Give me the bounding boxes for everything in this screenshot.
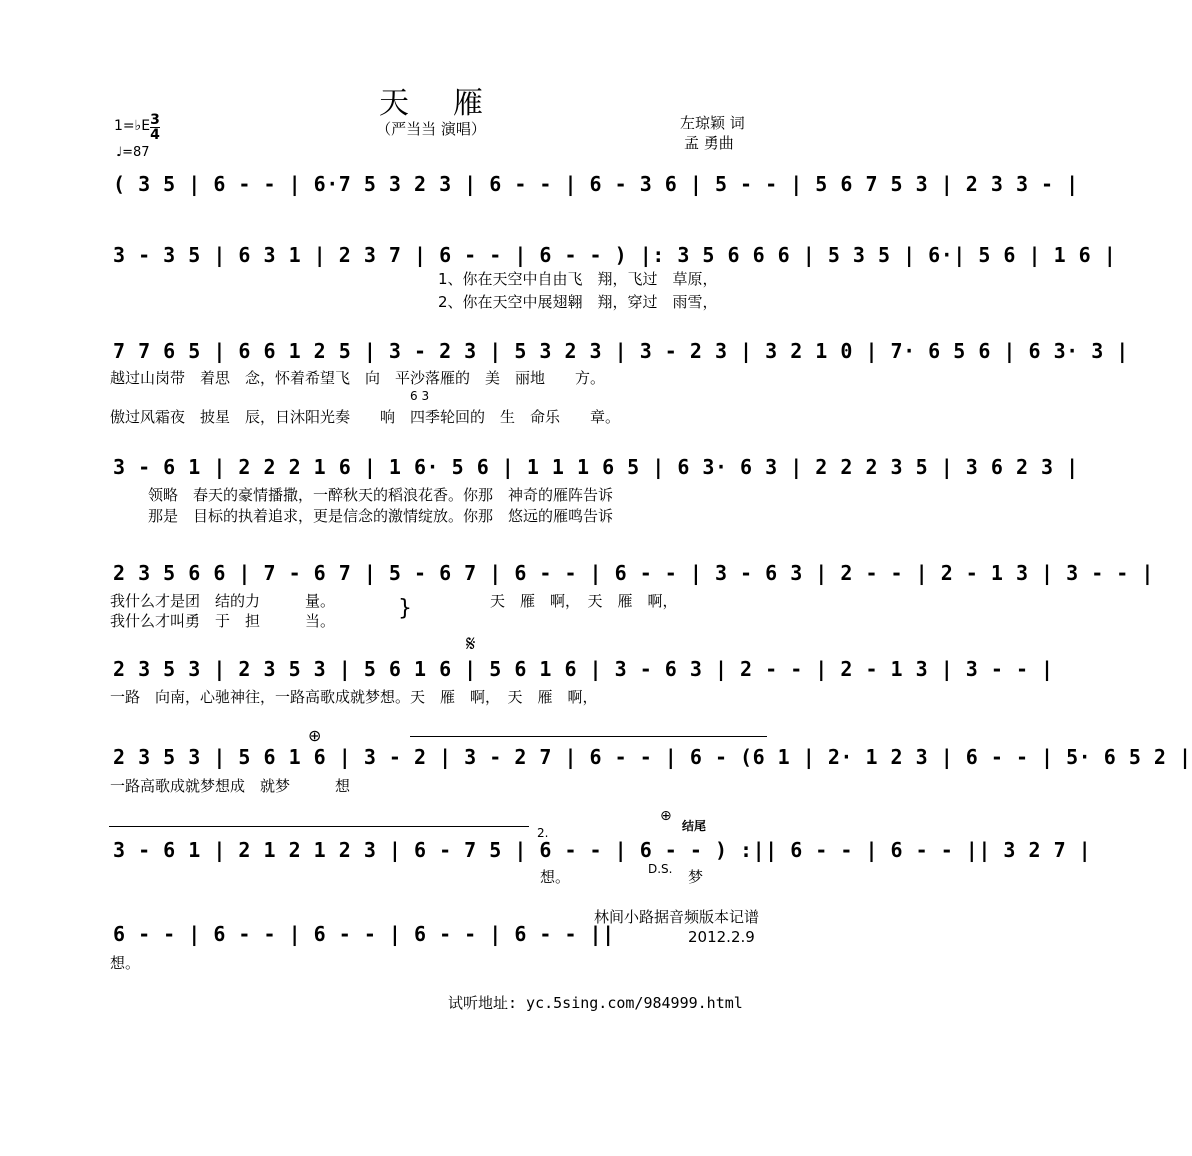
transcription-date: 2012.2.9 bbox=[688, 928, 755, 946]
lyric-line-2b: 2、你在天空中展翅翱 翔，穿过 雨雪， bbox=[438, 293, 718, 311]
meter-bottom: 4 bbox=[150, 127, 160, 143]
transcriber-note: 林间小路据音频版本记谱 bbox=[594, 908, 760, 926]
score-line-4: 3 - 6 1 | 2 2 2 1 6 | 1 6· 5 6 | 1 1 1 6 5 | 6 3· 6 3 | 2 2 2 3 5 | 3 6 2 3 | bbox=[113, 455, 1079, 479]
lyric-line-4a: 领略 春天的豪情播撒，一醉秋天的稻浪花香。你那 神奇的雁阵告诉 bbox=[148, 486, 614, 504]
key-signature: 1=♭E bbox=[114, 118, 151, 134]
ornament-notes: 6 3 bbox=[410, 389, 430, 403]
coda-icon: ⊕ bbox=[308, 726, 322, 745]
score-line-3: 7 7 6 5 | 6 6 1 2 5 | 3 - 2 3 | 5 3 2 3 | 3 - 2 3 | 3 2 1 0 | 7· 6 5 6 | 6 3· 3 | bbox=[113, 339, 1129, 363]
lyricist-credit: 左琼颖 词 bbox=[680, 114, 745, 132]
brace-icon: } bbox=[398, 596, 412, 621]
lyric-line-9: 想。 bbox=[110, 954, 141, 972]
lyric-line-6: 一路 向南，心驰神往，一路高歌成就梦想。天 雁 啊， 天 雁 啊， bbox=[110, 688, 598, 706]
meter-top: 3 bbox=[150, 112, 160, 128]
ending-bracket bbox=[410, 736, 767, 737]
page-title: 天雁 bbox=[379, 86, 527, 121]
score-line-8: 3 - 6 1 | 2 1 2 1 2 3 | 6 - 7 5 | 6 - - | 6 - - ) :|| 6 - - | 6 - - || 3 2 7 | bbox=[113, 838, 1092, 862]
composer-credit: 孟 勇曲 bbox=[684, 134, 734, 152]
score-line-7: 2 3 5 3 | 5 6 1 6 | 3 - 2 | 3 - 2 7 | 6 - - | 6 - (6 1 | 2· 1 2 3 | 6 - - | 5· 6 5 2 | bbox=[113, 745, 1192, 769]
score-line-6: 2 3 5 3 | 2 3 5 3 | 5 6 1 6 | 5 6 1 6 | 3 - 6 3 | 2 - - | 2 - 1 3 | 3 - - | bbox=[113, 657, 1054, 681]
score-line-9: 6 - - | 6 - - | 6 - - | 6 - - | 6 - - || bbox=[113, 922, 615, 946]
lyric-line-5a-refrain: 天 雁 啊， 天 雁 啊， bbox=[490, 592, 678, 610]
lyric-line-5a: 我什么才是团 结的力 量。 bbox=[110, 592, 336, 610]
lyric-line-2a: 1、你在天空中自由飞 翔，飞过 草原， bbox=[438, 270, 718, 288]
lyric-line-5b: 我什么才叫勇 于 担 当。 bbox=[110, 612, 336, 630]
lyric-line-8: 想。 bbox=[540, 868, 571, 886]
lyric-line-7: 一路高歌成就梦想成 就梦 想 bbox=[110, 777, 351, 795]
subtitle: （严当当 演唱） bbox=[376, 120, 486, 138]
segno-icon: 𝄋 bbox=[466, 632, 476, 657]
ending-bracket-1 bbox=[109, 826, 529, 827]
lyric-line-3b: 傲过风霜夜 披星 辰，日沐阳光奏 响 四季轮回的 生 命乐 章。 bbox=[110, 408, 621, 426]
coda-icon-2: ⊕ bbox=[660, 808, 672, 824]
score-line-2: 3 - 3 5 | 6 3 1 | 2 3 7 | 6 - - | 6 - - ) |: 3 5 6 6 6 | 5 3 5 | 6·| 5 6 | 1 6 | bbox=[113, 243, 1117, 267]
listen-url: 试听地址: yc.5sing.com/984999.html bbox=[448, 994, 743, 1012]
lyric-line-3a: 越过山岗带 着思 念，怀着希望飞 向 平沙落雁的 美 丽地 方。 bbox=[110, 369, 606, 387]
lyric-line-8b: 梦 bbox=[688, 868, 704, 886]
ds-marking: D.S. bbox=[648, 862, 673, 876]
ending-2-label: 2. bbox=[537, 826, 549, 840]
coda-label: 结尾 bbox=[682, 819, 707, 833]
tempo-marking: ♩=87 bbox=[116, 145, 150, 160]
time-signature bbox=[150, 113, 160, 142]
lyric-line-4b: 那是 目标的执着追求，更是信念的激情绽放。你那 悠远的雁鸣告诉 bbox=[148, 507, 614, 525]
score-line-5: 2 3 5 6 6 | 7 - 6 7 | 5 - 6 7 | 6 - - | 6 - - | 3 - 6 3 | 2 - - | 2 - 1 3 | 3 - - | bbox=[113, 561, 1154, 585]
score-line-1: ( 3 5 | 6 - - | 6·7 5 3 2 3 | 6 - - | 6 - 3 6 | 5 - - | 5 6 7 5 3 | 2 3 3 - | bbox=[113, 172, 1079, 196]
